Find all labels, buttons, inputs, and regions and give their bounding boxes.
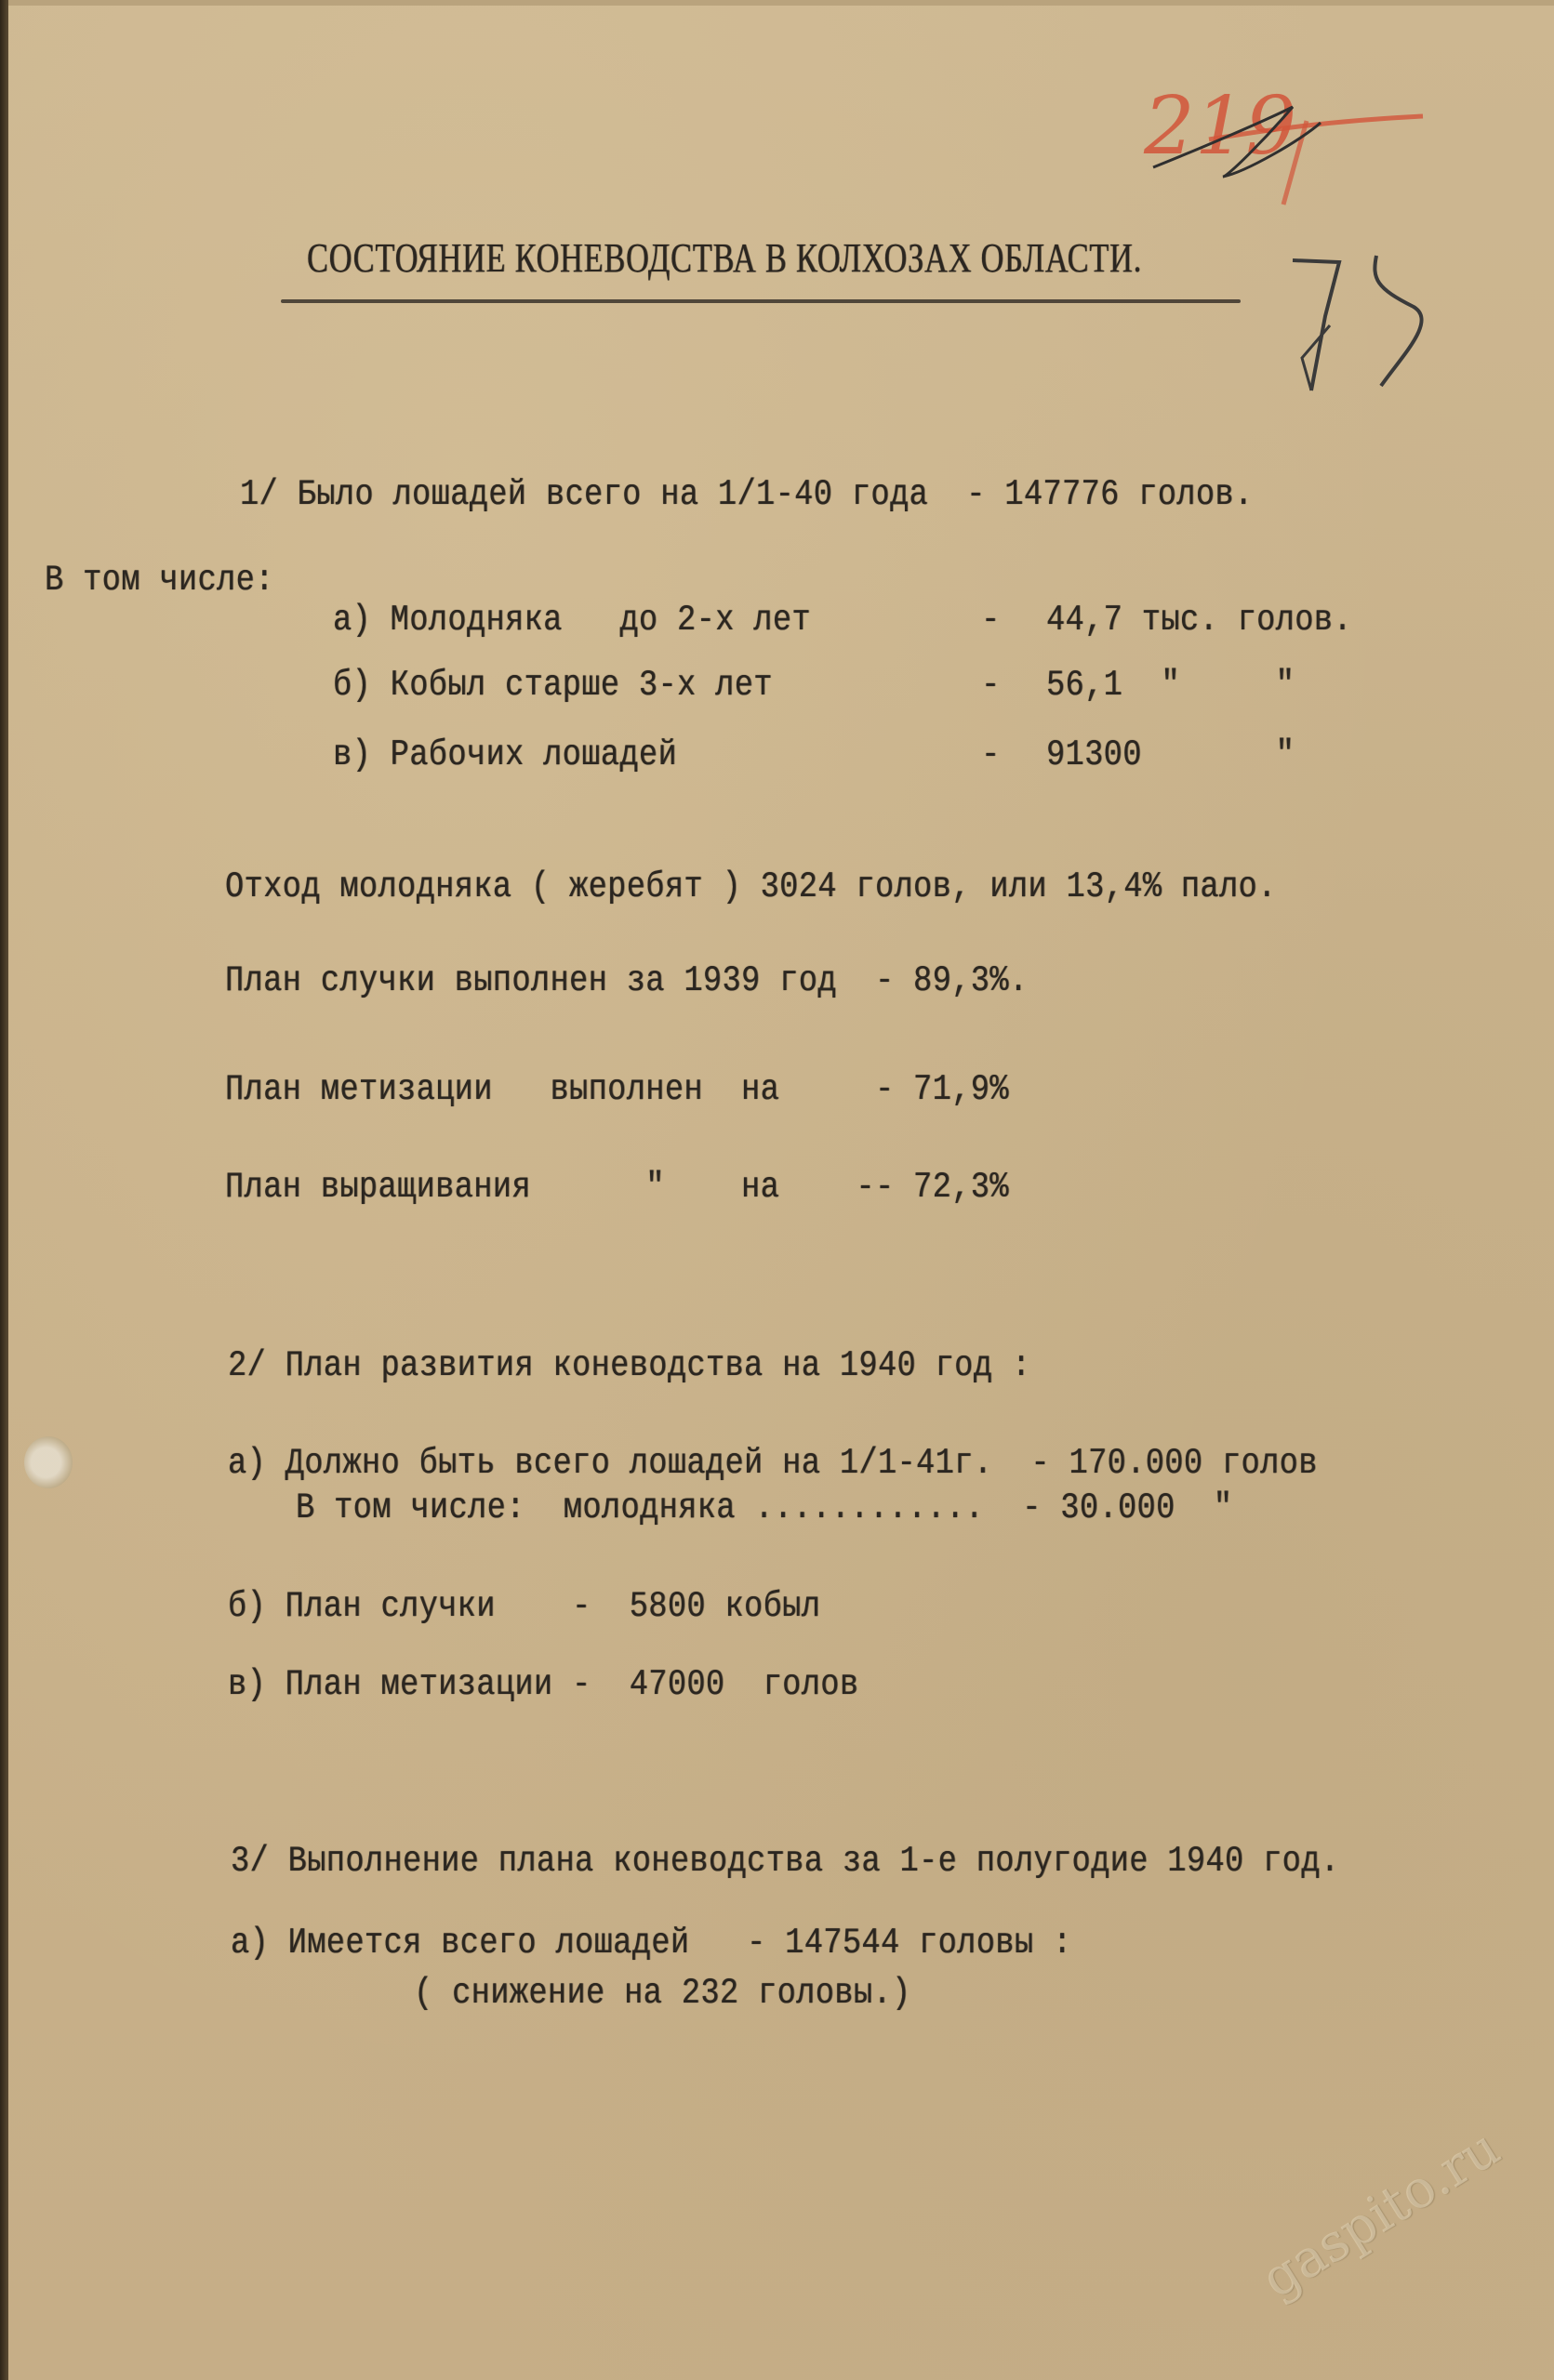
plan-line-crossbreeding: План метизации выполнен на - 71,9%: [225, 1069, 1009, 1110]
page-number-text: 73: [1283, 251, 1285, 252]
section1-item-dash: -: [981, 734, 1001, 775]
handwritten-page-number: [1283, 251, 1460, 400]
section1-subheading: В том числе:: [45, 560, 274, 601]
section1-item-label: б) Кобыл старше 3-х лет: [333, 665, 773, 706]
section1-item-value: 56,1 " ": [1046, 665, 1295, 706]
section3-item-a-line1: а) Имеется всего лошадей - 147544 головы :: [231, 1923, 1072, 1964]
section1-item-value: 44,7 тыс. голов.: [1046, 600, 1352, 641]
section3-item-a-line2: ( снижение на 232 головы.): [414, 1973, 911, 2014]
section1-heading: 1/ Было лошадей всего на 1/1-40 года - 147776 голов.: [240, 474, 1254, 515]
section1-item-label: в) Рабочих лошадей: [333, 734, 678, 775]
page-top-edge: [0, 0, 1554, 6]
plan-line-raising: План выращивания " на -- 72,3%: [225, 1167, 1009, 1208]
document-title: СОСТОЯНИЕ КОНЕВОДСТВА В КОЛХОЗАХ ОБЛАСТИ.: [307, 235, 1142, 281]
punch-hole: [24, 1436, 73, 1488]
youngstock-loss-line: Отход молодняка ( жеребят ) 3024 голов, или 13,4% пало.: [225, 866, 1277, 907]
section2-item-a-line1: а) Должно быть всего лошадей на 1/1-41г. - 170.000 голов: [228, 1443, 1318, 1484]
section2-item-b: б) План случки - 5800 кобыл: [228, 1586, 821, 1627]
binding-edge: [0, 0, 8, 2380]
archive-number-red: 219: [1144, 80, 1297, 173]
section1-item-dash: -: [981, 665, 1001, 706]
section2-item-c: в) План метизации - 47000 голов: [228, 1664, 859, 1705]
watermark: gaspito.ru: [1251, 2117, 1510, 2310]
section2-heading: 2/ План развития коневодства на 1940 год :: [228, 1345, 1031, 1386]
plan-line-breeding: План случки выполнен за 1939 год - 89,3%.: [225, 960, 1029, 1001]
section1-item-value: 91300 ": [1046, 734, 1295, 775]
section1-item-dash: -: [981, 600, 1001, 641]
section3-heading: 3/ Выполнение плана коневодства за 1-е полугодие 1940 год.: [231, 1841, 1340, 1882]
section1-item-label: а) Молодняка до 2-х лет: [333, 600, 811, 641]
title-underline: [281, 299, 1241, 303]
section2-item-a-line2: В том числе: молодняка ............ - 30.000 ": [296, 1488, 1233, 1528]
archive-number-mark: [1125, 65, 1441, 223]
